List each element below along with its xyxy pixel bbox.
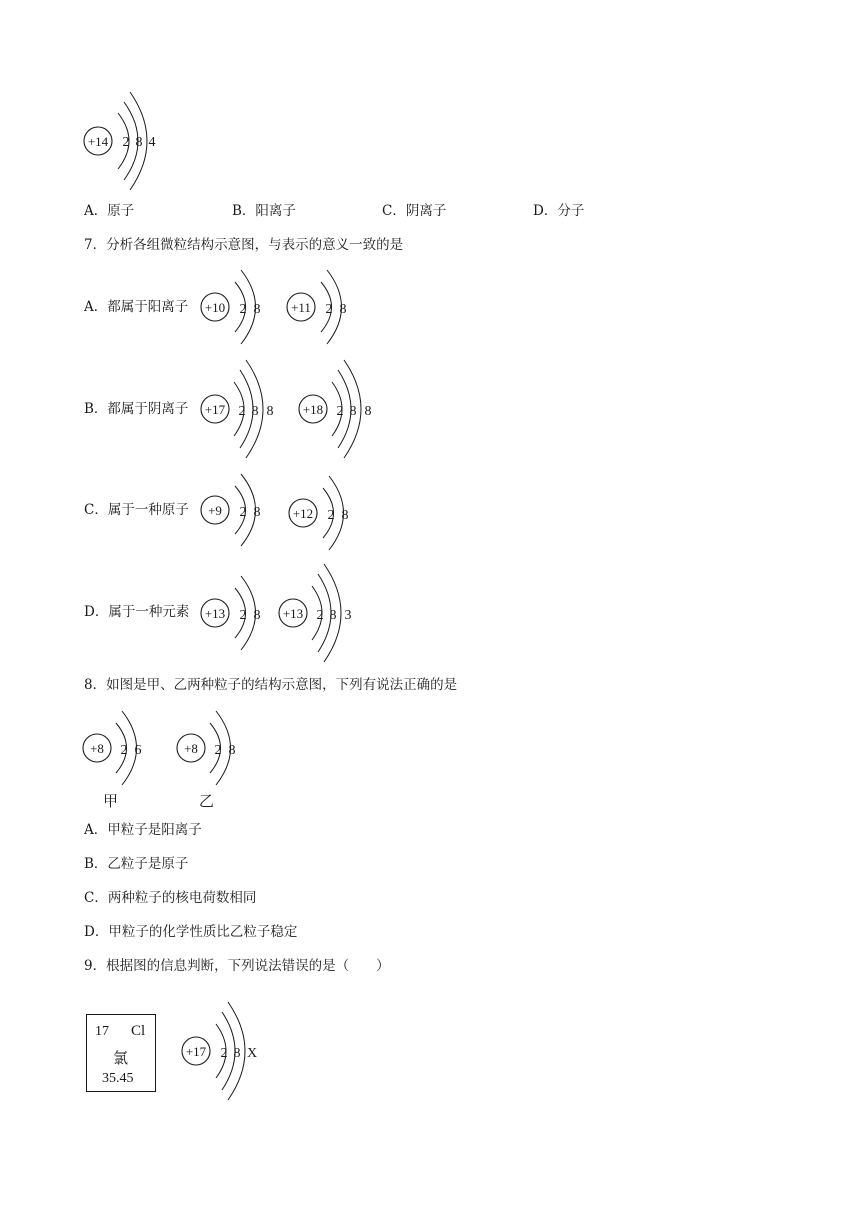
question-9-stem: 9．根据图的信息判断，下列说法错误的是（ ） (84, 958, 390, 974)
nucleus-charge: +14 (87, 134, 109, 149)
q7-option-d-label: D．属于一种元素 (84, 604, 190, 620)
atomic-mass: 35.45 (102, 1071, 134, 1086)
periodic-table-cell-chlorine (86, 1014, 156, 1092)
atom-diagram-yi (174, 706, 254, 788)
nucleus-charge: +9 (208, 503, 222, 518)
shell-electrons: 6 (134, 743, 142, 758)
atom-diagram-q6 (80, 90, 170, 190)
shell-electrons: 2 (239, 505, 247, 520)
atom-diagram-chlorine (176, 1000, 266, 1102)
shell-electrons: 8 (349, 404, 357, 419)
atom-diagram (276, 562, 362, 664)
q8-option-c: C．两种粒子的核电荷数相同 (84, 890, 257, 906)
atomic-number: 17 (95, 1024, 109, 1039)
nucleus-charge: +17 (185, 1044, 207, 1059)
option-c: C．阴离子 (382, 203, 447, 219)
shell-electrons: 8 (253, 608, 261, 623)
atom-diagram-jia (80, 706, 160, 788)
shell-electrons: 2 (120, 743, 128, 758)
q8-option-b: B．乙粒子是原子 (84, 856, 189, 872)
shell-electrons: 8 (253, 505, 261, 520)
nucleus-charge: +18 (302, 402, 324, 417)
shell-electrons: 8 (341, 508, 349, 523)
shell-electrons: 8 (329, 608, 337, 623)
nucleus-charge: +17 (204, 402, 226, 417)
nucleus-charge: +12 (292, 506, 314, 521)
nucleus-charge: +8 (90, 741, 104, 756)
shell-electrons: 8 (251, 404, 259, 419)
q7-option-c-label: C．属于一种原子 (84, 502, 189, 518)
shell-electrons: 2 (325, 302, 333, 317)
nucleus-charge: +8 (184, 741, 198, 756)
shell-electrons: 8 (135, 135, 143, 150)
nucleus-charge: +10 (204, 300, 226, 315)
shell-electrons: 3 (344, 608, 352, 623)
option-d: D．分子 (533, 203, 585, 219)
question-8-stem: 8．如图是甲、乙两种粒子的结构示意图，下列有说法正确的是 (84, 677, 458, 693)
atom-diagram (296, 358, 382, 460)
shell-electrons: 4 (148, 135, 156, 150)
shell-electrons: 2 (336, 404, 344, 419)
shell-electrons: 8 (233, 1046, 241, 1061)
nucleus-charge: +13 (282, 606, 304, 621)
element-symbol: Cl (131, 1023, 146, 1039)
shell-electrons: X (246, 1046, 258, 1061)
shell-electrons: 2 (239, 608, 247, 623)
shell-electrons: 8 (266, 404, 274, 419)
q7-option-b-label: B．都属于阴离子 (84, 401, 189, 417)
question-7-stem: 7．分析各组微粒结构示意图，与表示的意义一致的是 (84, 237, 404, 253)
nucleus-charge: +11 (291, 300, 311, 315)
nucleus-charge: +13 (204, 606, 226, 621)
shell-electrons: 8 (228, 743, 236, 758)
caption-yi: 乙 (199, 792, 215, 810)
atom-diagram (284, 266, 364, 348)
q8-option-d: D．甲粒子的化学性质比乙粒子稳定 (84, 924, 298, 940)
shell-electrons: 2 (220, 1046, 228, 1061)
atom-diagram (286, 472, 366, 554)
q7-option-a-label: A．都属于阳离子 (84, 299, 189, 315)
caption-jia: 甲 (103, 792, 119, 810)
option-b: B．阳离子 (232, 203, 296, 219)
shell-electrons: 2 (122, 135, 130, 150)
shell-electrons: 8 (364, 404, 372, 419)
shell-electrons: 2 (316, 608, 324, 623)
atom-diagram (198, 266, 278, 348)
atom-diagram (198, 572, 278, 654)
atom-diagram (198, 358, 284, 460)
element-name: 氯 (113, 1051, 129, 1067)
shell-electrons: 2 (214, 743, 222, 758)
shell-electrons: 8 (253, 302, 261, 317)
option-a: A．原子 (84, 203, 135, 219)
shell-electrons: 2 (238, 404, 246, 419)
shell-electrons: 8 (339, 302, 347, 317)
atom-diagram (198, 470, 278, 552)
shell-electrons: 2 (327, 508, 335, 523)
shell-electrons: 2 (239, 302, 247, 317)
q8-option-a: A．甲粒子是阳离子 (84, 822, 202, 838)
